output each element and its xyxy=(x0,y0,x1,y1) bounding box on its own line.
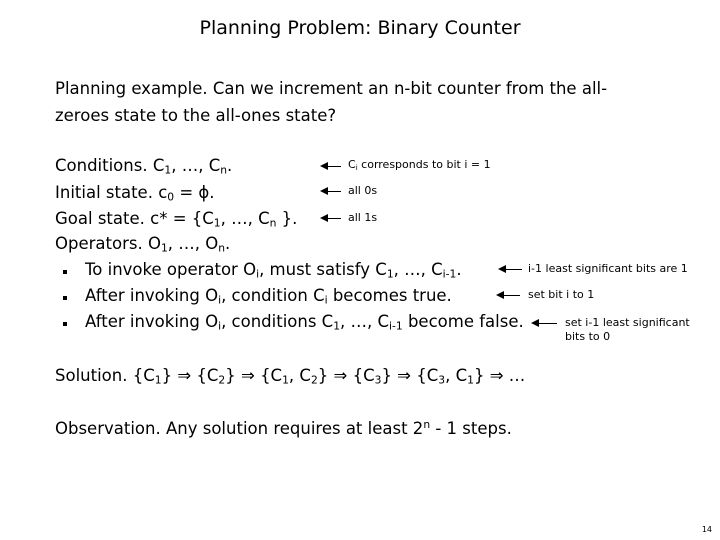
arrow-left-icon xyxy=(498,295,520,296)
note-bullet-1: i-1 least significant bits are 1 xyxy=(528,262,688,275)
initial-state-label: Initial state. xyxy=(55,183,153,202)
arrow-left-icon xyxy=(322,218,341,219)
note-conditions: $C_i$ corresponds to bit i = 1 xyxy=(348,158,491,172)
slide-title: Planning Problem: Binary Counter xyxy=(199,17,521,39)
initial-state-line: Initial state. $c_0 = \phi$. xyxy=(55,183,215,204)
observation-line: Observation. Any solution requires at least 2$^n$ - 1 steps. xyxy=(55,418,512,438)
note-initial-state: all 0s xyxy=(348,184,378,197)
note-goal-state: all 1s xyxy=(348,211,378,224)
goal-state-label: Goal state. xyxy=(55,209,145,228)
arrow-left-icon xyxy=(322,166,341,167)
note-bullet-2: set bit i to 1 xyxy=(528,288,595,301)
bullet-marker-3 xyxy=(63,322,67,326)
page-number: 14 xyxy=(701,525,712,534)
bullet-item-3: After invoking $O_i$, conditions $C_1$, …, $C_{i-1}$ become false. xyxy=(85,312,524,333)
conditions-line: Conditions. $C_1$, …, $C_n$. xyxy=(55,156,233,177)
goal-state-line: Goal state. $c* = \{C_1$, …, $C_n$ }. xyxy=(55,209,298,230)
operators-label: Operators. xyxy=(55,234,143,253)
bullet-marker-2 xyxy=(63,296,67,300)
bullet-marker-1 xyxy=(63,270,67,274)
solution-line: Solution. $\{C_1\}$ ⇒ $\{C_2\}$ ⇒ {$C_1$, $C_2$} ⇒ $\{C_3\}$ ⇒ {$C_3$, $C_1$} ⇒ … xyxy=(55,366,526,387)
arrow-left-icon xyxy=(533,323,557,324)
operators-line: Operators. $O_1$, …, $O_n$. xyxy=(55,234,231,255)
note-bullet-3: set i-1 least significant bits to 0 xyxy=(565,316,690,343)
bullet-item-2: After invoking $O_i$, condition $C_i$ becomes true. xyxy=(85,286,452,307)
intro-line-2: zeroes state to the all-ones state? xyxy=(55,106,337,125)
bullet-item-1: To invoke operator $O_i$, must satisfy $C_1$, …, $C_{i-1}$. xyxy=(85,260,462,281)
arrow-left-icon xyxy=(500,269,522,270)
solution-label: Solution. xyxy=(55,366,128,385)
arrow-left-icon xyxy=(322,191,341,192)
conditions-label: Conditions. xyxy=(55,156,148,175)
intro-line-1: Planning example. Can we increment an n-bit counter from the all- xyxy=(55,79,608,98)
observation-label: Observation. xyxy=(55,418,161,438)
